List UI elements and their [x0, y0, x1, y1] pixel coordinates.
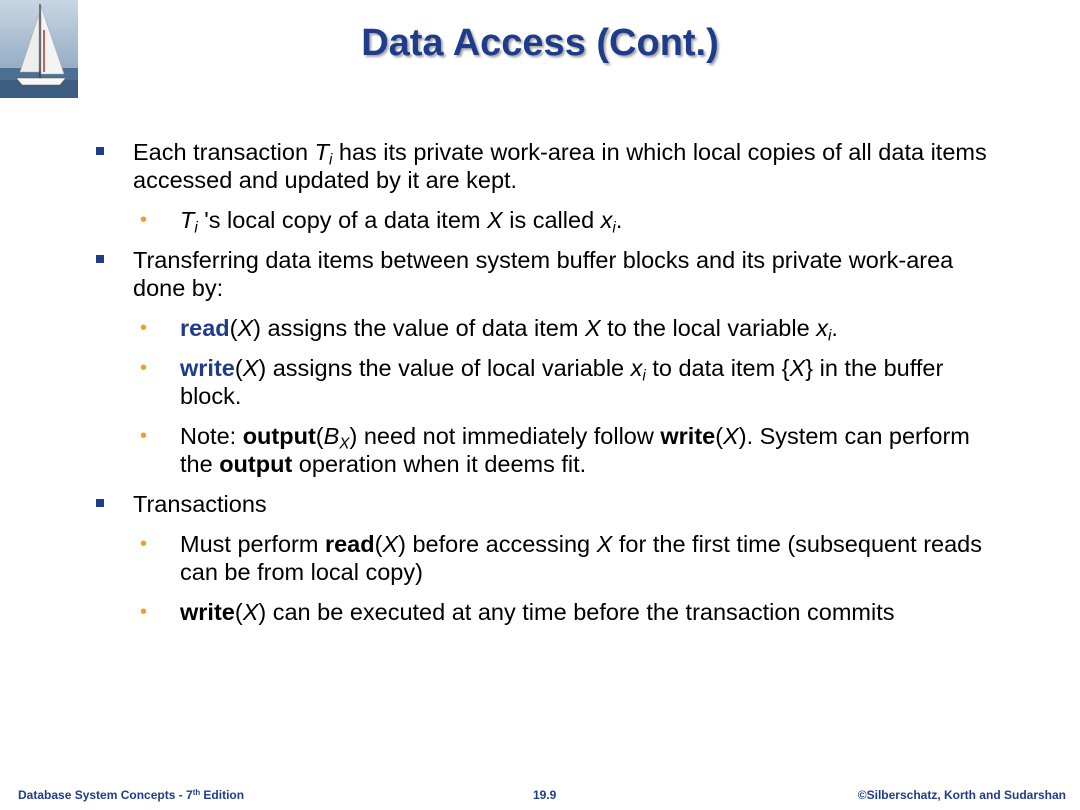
slide-footer: [0, 788, 1080, 806]
bullet-item: Transferring data items between system buffer blocks and its private work-area done by:: [92, 246, 992, 302]
dot-bullet-icon: •: [140, 601, 148, 623]
footer-page-number: 19.9: [533, 788, 557, 802]
sub-bullet-item: • Must perform read(X) before accessing X for the first time (subsequent reads can be from local copy): [140, 531, 983, 585]
dot-bullet-icon: •: [140, 209, 148, 231]
bullet-item: Transactions: [92, 490, 992, 518]
sub-bullet-item: • $T_i$ 's local copy of a data item X is called $x_i$.: [140, 207, 623, 237]
dot-bullet-icon: •: [140, 317, 148, 339]
slide-content: [92, 138, 992, 638]
slide-title: Data Access (Cont.): [361, 22, 719, 64]
footer-copyright: ©Silberschatz, Korth and Sudarshan: [857, 788, 1066, 802]
bullet-item: Each transaction $T_i$ has its private work-area in which local copies of all data items accessed and updated by it are kept.: [92, 138, 992, 194]
sub-bullet-item: • Note: $output(B_X)$ need not immediately follow write(X). System can perform the output operation when it deems fit.: [140, 423, 970, 477]
sub-bullet-item: • write(X) assigns the value of local variable $x_i$ to data item {X} in the buffer block.: [140, 355, 944, 409]
footer-book-title: Database System Concepts - 7th Edition: [18, 788, 245, 802]
square-bullet-icon: [96, 255, 104, 263]
sub-bullet-item: • read(X) assigns the value of data item X to the local variable $x_i$.: [140, 315, 838, 345]
dot-bullet-icon: •: [140, 533, 148, 555]
square-bullet-icon: [96, 147, 104, 155]
dot-bullet-icon: •: [140, 357, 148, 379]
sub-bullet-item: • write(X) can be executed at any time before the transaction commits: [140, 599, 895, 625]
square-bullet-icon: [96, 499, 104, 507]
dot-bullet-icon: •: [140, 425, 148, 447]
